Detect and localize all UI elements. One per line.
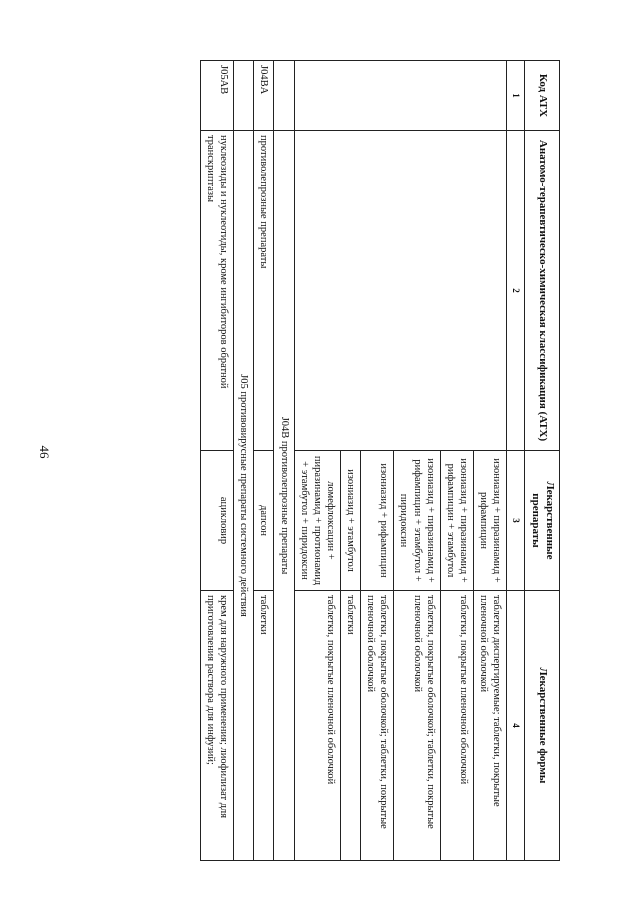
rotated-table-wrapper: [60, 60, 560, 860]
section-row: [234, 61, 254, 861]
classification-cell: [294, 131, 507, 451]
form-cell: крем для наружного применения; лиофилизат для приготовления раствора для инфузий;: [201, 591, 234, 861]
header-classification: Анатомо-терапевтическо-химическая классификация (АТХ): [525, 131, 560, 451]
code-cell: J05AB: [201, 61, 234, 131]
page-number: 46: [37, 445, 52, 459]
preparation-cell: дапсон: [254, 451, 274, 591]
form-cell: таблетки, покрытые оболочкой; таблетки, покрытые пленочной оболочкой: [361, 591, 394, 861]
section-title-j04b: J04B противолепрозные препараты: [274, 131, 294, 861]
preparation-cell: изониазид + рифампицин: [361, 451, 394, 591]
preparation-cell: изониазид + пиразинамид + рифампицин + этамбутол + пиридоксин: [394, 451, 440, 591]
preparation-cell: изониазид + пиразинамид + рифампицин: [474, 451, 507, 591]
form-cell: таблетки, покрытые оболочкой; таблетки, покрытые пленочной оболочкой: [394, 591, 440, 861]
form-cell: таблетки, покрытые пленочной оболочкой: [294, 591, 340, 861]
preparation-cell: ломефлоксацин + пиразинамид + протионамид + этамбутол + пиридоксин: [294, 451, 340, 591]
column-index: 4: [507, 591, 525, 861]
table-row: [474, 61, 507, 861]
section-code-cell: [234, 61, 254, 131]
section-row: [274, 61, 294, 861]
code-cell: [294, 61, 507, 131]
header-code: Код АТХ: [525, 61, 560, 131]
code-cell: J04BA: [254, 61, 274, 131]
table-row: [201, 61, 234, 861]
form-cell: таблетки: [254, 591, 274, 861]
atc-table: [200, 60, 560, 861]
column-index: 2: [507, 131, 525, 451]
column-index-row: [507, 61, 525, 861]
classification-cell: нуклеозиды и нуклеотиды, кроме ингибиторов обратной транскриптазы: [201, 131, 234, 451]
column-index: 3: [507, 451, 525, 591]
form-cell: таблетки: [341, 591, 361, 861]
form-cell: таблетки диспергируемые; таблетки, покрытые пленочной оболочкой: [474, 591, 507, 861]
header-preparations: Лекарственные препараты: [525, 451, 560, 591]
section-title-j05: J05 противовирусные препараты системного действия: [234, 131, 254, 861]
header-forms: Лекарственные формы: [525, 591, 560, 861]
table-row: [254, 61, 274, 861]
table-header-row: [525, 61, 560, 861]
preparation-cell: изониазид + этамбутол: [341, 451, 361, 591]
column-index: 1: [507, 61, 525, 131]
section-code-cell: [274, 61, 294, 131]
preparation-cell: изониазид + пиразинамид + рифампицин + этамбутол: [440, 451, 473, 591]
preparation-cell: ацикловир: [201, 451, 234, 591]
classification-cell: противолепрозные препараты: [254, 131, 274, 451]
form-cell: таблетки, покрытые пленочной оболочкой: [440, 591, 473, 861]
